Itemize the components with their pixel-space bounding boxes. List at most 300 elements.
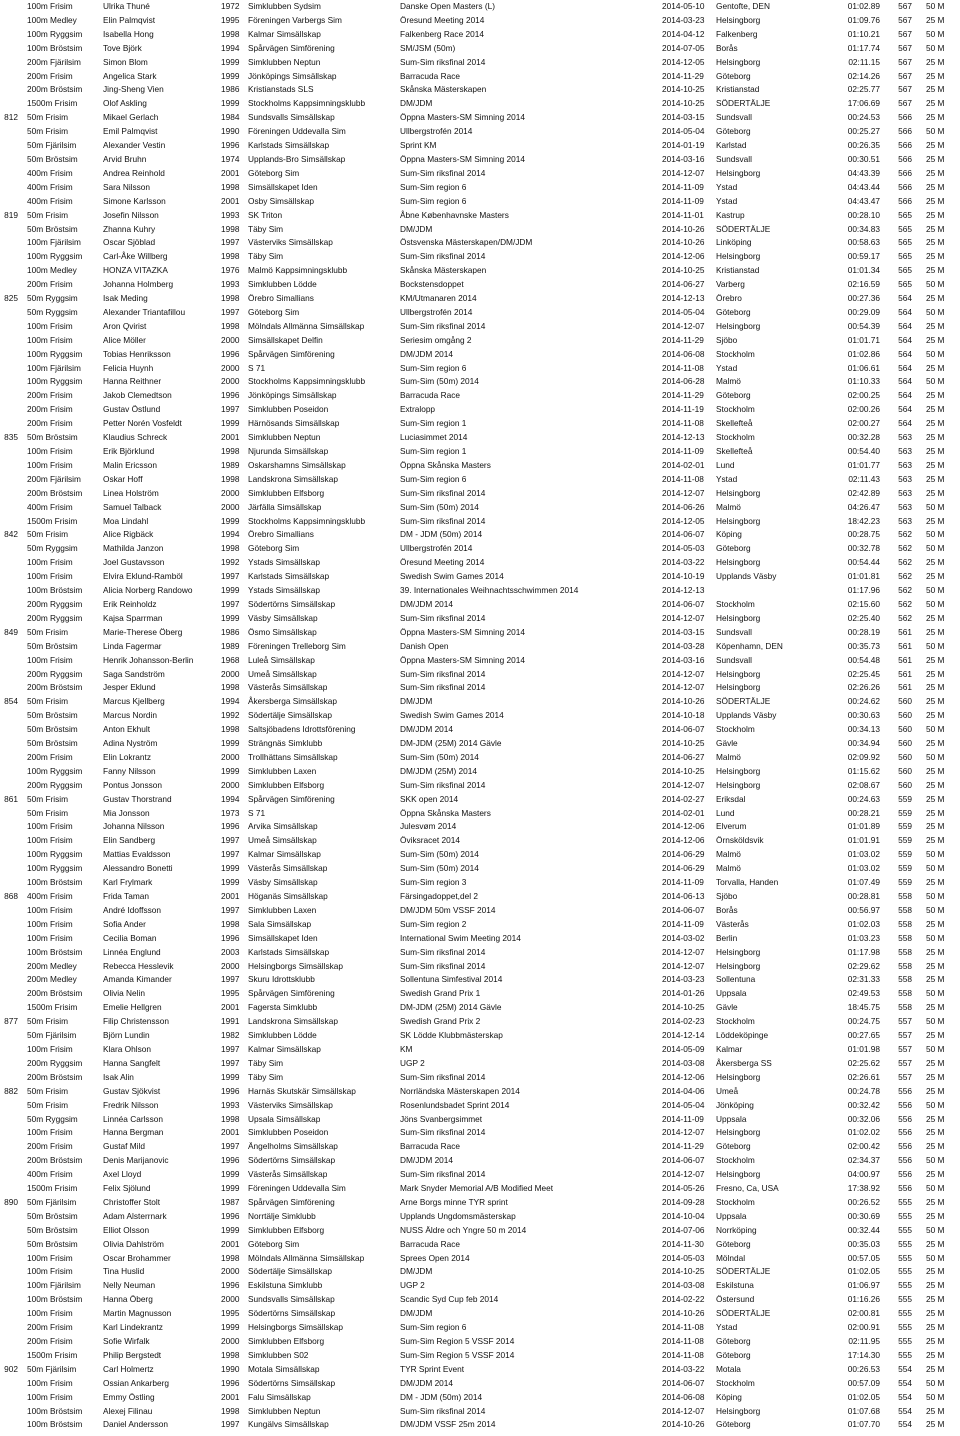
name-cell: Erik Reinholdz bbox=[103, 598, 157, 609]
year-cell: 1996 bbox=[221, 1377, 240, 1388]
table-row bbox=[0, 1224, 960, 1238]
meet-cell: Sprint KM bbox=[400, 140, 437, 151]
year-cell: 2001 bbox=[221, 1127, 240, 1138]
club-cell: Simklubben Poseidon bbox=[248, 404, 329, 415]
event-cell: 100m Ryggsim bbox=[27, 863, 83, 874]
meet-cell: Åbne Københavnske Masters bbox=[400, 209, 509, 220]
event-cell: 200m Ryggsim bbox=[27, 779, 83, 790]
name-cell: Malin Ericsson bbox=[103, 459, 157, 470]
year-cell: 2000 bbox=[221, 362, 240, 373]
event-cell: 200m Ryggsim bbox=[27, 598, 83, 609]
city-cell: Ystad bbox=[716, 181, 738, 192]
rank-cell: 861 bbox=[4, 793, 18, 804]
city-cell: Sundsvall bbox=[716, 153, 752, 164]
city-cell: Sjöbo bbox=[716, 891, 738, 901]
points-cell: 564 bbox=[898, 404, 912, 415]
name-cell: Rebecca Hesslevik bbox=[103, 960, 174, 971]
year-cell: 1997 bbox=[221, 571, 240, 582]
event-cell: 200m Frisim bbox=[27, 70, 73, 81]
city-cell: Gävle bbox=[716, 738, 738, 749]
time-cell: 00:29.09 bbox=[847, 306, 880, 317]
city-cell: Helsingborg bbox=[716, 612, 761, 623]
year-cell: 2001 bbox=[221, 167, 240, 178]
city-cell: Helsingborg bbox=[716, 779, 761, 790]
pool-cell: 25 M bbox=[926, 1238, 945, 1249]
year-cell: 1997 bbox=[221, 1043, 240, 1054]
club-cell: Täby Sim bbox=[248, 1071, 284, 1082]
club-cell: Upsala Simsällskap bbox=[248, 1113, 321, 1124]
time-cell: 18:42.23 bbox=[847, 515, 880, 526]
table-row bbox=[0, 709, 960, 723]
date-cell: 2014-02-01 bbox=[662, 807, 705, 818]
name-cell: Marie-Therese Öberg bbox=[103, 626, 183, 637]
name-cell: Emmy Östling bbox=[103, 1391, 155, 1402]
meet-cell: Sum-Sim riksfinal 2014 bbox=[400, 779, 486, 790]
meet-cell: Sum-Sim riksfinal 2014 bbox=[400, 612, 486, 623]
meet-cell: TYR Sprint Event bbox=[400, 1363, 465, 1374]
city-cell: SÖDERTÄLJE bbox=[716, 98, 771, 109]
meet-cell: Öppna Skånska Masters bbox=[400, 459, 491, 470]
club-cell: Umeå Simsällskap bbox=[248, 835, 317, 846]
meet-cell: Sum-Sim region 6 bbox=[400, 473, 467, 484]
name-cell: Oskar Hoff bbox=[103, 473, 143, 484]
year-cell: 1998 bbox=[221, 473, 240, 484]
table-row bbox=[0, 83, 960, 97]
club-cell: Kalmar Simsällskap bbox=[248, 849, 321, 860]
date-cell: 2014-11-09 bbox=[662, 446, 704, 456]
rank-cell: 819 bbox=[4, 209, 18, 220]
table-row bbox=[0, 14, 960, 28]
event-cell: 50m Bröstsim bbox=[27, 1224, 78, 1235]
points-cell: 562 bbox=[898, 598, 912, 609]
pool-cell: 50 M bbox=[926, 348, 945, 359]
meet-cell: Sum-Sim riksfinal 2014 bbox=[400, 1127, 486, 1138]
points-cell: 567 bbox=[898, 42, 912, 53]
table-row bbox=[0, 348, 960, 362]
time-cell: 00:24.62 bbox=[847, 696, 880, 707]
time-cell: 01:01.34 bbox=[847, 265, 880, 276]
table-row bbox=[0, 1182, 960, 1196]
points-cell: 557 bbox=[898, 1043, 912, 1054]
name-cell: Oscar Sjöblad bbox=[103, 237, 156, 248]
date-cell: 2014-02-27 bbox=[662, 793, 705, 804]
meet-cell: SKK open 2014 bbox=[400, 793, 459, 804]
date-cell: 2014-12-07 bbox=[662, 1169, 705, 1180]
date-cell: 2014-11-08 bbox=[662, 418, 704, 429]
name-cell: Björn Lundin bbox=[103, 1030, 150, 1041]
year-cell: 1998 bbox=[221, 251, 240, 262]
club-cell: Simklubben Elfsborg bbox=[248, 1336, 325, 1346]
city-cell: Malmö bbox=[716, 863, 741, 874]
event-cell: 1500m Frisim bbox=[27, 1183, 78, 1194]
name-cell: Amanda Kimander bbox=[103, 974, 172, 985]
club-cell: Spårvägen Simförening bbox=[248, 42, 335, 53]
date-cell: 2014-11-09 bbox=[662, 877, 704, 888]
event-cell: 200m Fjärilsim bbox=[27, 473, 81, 484]
pool-cell: 25 M bbox=[926, 571, 945, 582]
table-row bbox=[0, 1154, 960, 1168]
club-cell: Ösmo Simsällskap bbox=[248, 626, 317, 637]
event-cell: 400m Frisim bbox=[27, 181, 73, 192]
name-cell: Alice Möller bbox=[103, 334, 146, 345]
event-cell: 100m Ryggsim bbox=[27, 28, 83, 39]
year-cell: 1997 bbox=[221, 1057, 240, 1068]
name-cell: Gustav Östlund bbox=[103, 404, 161, 415]
time-cell: 02:49.53 bbox=[847, 988, 880, 999]
points-cell: 558 bbox=[898, 946, 912, 957]
club-cell: Simklubben Laxen bbox=[248, 904, 317, 915]
event-cell: 100m Frisim bbox=[27, 835, 73, 846]
table-row bbox=[0, 1126, 960, 1140]
year-cell: 1993 bbox=[221, 1099, 240, 1110]
name-cell: Olivia Dahlström bbox=[103, 1238, 164, 1249]
date-cell: 2014-06-07 bbox=[662, 1155, 705, 1166]
event-cell: 100m Bröstsim bbox=[27, 946, 83, 957]
city-cell: Uppsala bbox=[716, 988, 747, 999]
year-cell: 1987 bbox=[221, 1196, 240, 1207]
year-cell: 1998 bbox=[221, 223, 240, 234]
year-cell: 1998 bbox=[221, 724, 240, 735]
club-cell: Skuru Idrottsklubb bbox=[248, 974, 315, 985]
pool-cell: 25 M bbox=[926, 487, 945, 498]
points-cell: 555 bbox=[898, 1294, 912, 1305]
time-cell: 00:30.51 bbox=[847, 153, 880, 164]
table-row bbox=[0, 264, 960, 278]
pool-cell: 25 M bbox=[926, 1002, 945, 1013]
name-cell: Olof Askling bbox=[103, 98, 147, 109]
meet-cell: UGP 2 bbox=[400, 1280, 425, 1291]
table-row bbox=[0, 918, 960, 932]
name-cell: Johanna Holmberg bbox=[103, 279, 174, 290]
event-cell: 50m Fjärilsim bbox=[27, 1196, 77, 1207]
table-row bbox=[0, 556, 960, 570]
meet-cell: DM-JDM (25M) 2014 Gävle bbox=[400, 738, 502, 749]
date-cell: 2014-12-07 bbox=[662, 320, 705, 331]
pool-cell: 25 M bbox=[926, 390, 945, 401]
city-cell: Örnsköldsvik bbox=[716, 835, 764, 846]
city-cell: Köpenhamn, DEN bbox=[716, 640, 783, 651]
date-cell: 2014-12-07 bbox=[662, 1127, 705, 1138]
pool-cell: 25 M bbox=[926, 1419, 945, 1430]
date-cell: 2014-11-30 bbox=[662, 1238, 704, 1249]
city-cell: Göteborg bbox=[716, 126, 751, 137]
year-cell: 1996 bbox=[221, 140, 240, 151]
table-row bbox=[0, 751, 960, 765]
points-cell: 560 bbox=[898, 710, 912, 721]
event-cell: 100m Bröstsim bbox=[27, 1419, 83, 1430]
time-cell: 00:28.21 bbox=[847, 807, 880, 818]
pool-cell: 50 M bbox=[926, 42, 945, 53]
points-cell: 566 bbox=[898, 195, 912, 206]
points-cell: 562 bbox=[898, 543, 912, 554]
year-cell: 1986 bbox=[221, 84, 240, 95]
date-cell: 2014-03-22 bbox=[662, 557, 705, 568]
club-cell: Umeå Simsällskap bbox=[248, 668, 317, 679]
name-cell: Simon Blom bbox=[103, 56, 148, 67]
pool-cell: 25 M bbox=[926, 738, 945, 749]
year-cell: 1998 bbox=[221, 320, 240, 331]
meet-cell: DM/JDM bbox=[400, 98, 433, 109]
club-cell: Jönköpings Simsällskap bbox=[248, 70, 337, 81]
time-cell: 00:34.83 bbox=[847, 223, 880, 234]
event-cell: 200m Bröstsim bbox=[27, 682, 83, 693]
club-cell: Täby Sim bbox=[248, 1057, 284, 1068]
city-cell: Kalmar bbox=[716, 1043, 743, 1054]
meet-cell: Mark Snyder Memorial A/B Modified Meet bbox=[400, 1183, 554, 1194]
date-cell: 2014-05-26 bbox=[662, 1183, 705, 1194]
event-cell: 50m Fjärilsim bbox=[27, 1030, 77, 1041]
meet-cell: Sum-Sim (50m) 2014 bbox=[400, 751, 479, 762]
pool-cell: 25 M bbox=[926, 112, 945, 123]
name-cell: Nelly Neuman bbox=[103, 1280, 156, 1291]
name-cell: Fredrik Nilsson bbox=[103, 1099, 159, 1110]
club-cell: Mölndals Allmänna Simsällskap bbox=[248, 1252, 365, 1263]
event-cell: 50m Frisim bbox=[27, 1085, 69, 1096]
city-cell: Uppsala bbox=[716, 1210, 747, 1221]
pool-cell: 50 M bbox=[926, 932, 945, 943]
club-cell: Simsällskapet Iden bbox=[248, 181, 318, 192]
club-cell: Karlstads Simsällskap bbox=[248, 946, 330, 957]
club-cell: Eskilstuna Simklubb bbox=[248, 1280, 323, 1291]
time-cell: 00:57.05 bbox=[847, 1252, 880, 1263]
date-cell: 2014-12-05 bbox=[662, 56, 705, 67]
table-row bbox=[0, 890, 960, 904]
time-cell: 02:26.61 bbox=[847, 1071, 880, 1082]
rank-cell: 854 bbox=[4, 696, 18, 707]
time-cell: 00:26.35 bbox=[847, 140, 880, 151]
club-cell: Örebro Simallians bbox=[248, 293, 314, 304]
table-row bbox=[0, 320, 960, 334]
time-cell: 01:02.05 bbox=[847, 1266, 880, 1277]
event-cell: 200m Ryggsim bbox=[27, 612, 83, 623]
pool-cell: 50 M bbox=[926, 543, 945, 554]
event-cell: 50m Frisim bbox=[27, 626, 69, 637]
name-cell: Arvid Bruhn bbox=[103, 153, 147, 164]
meet-cell: Danske Open Masters (L) bbox=[400, 1, 495, 11]
table-row bbox=[0, 417, 960, 431]
event-cell: 100m Frisim bbox=[27, 334, 73, 345]
club-cell: Kungälvs Simsällskap bbox=[248, 1419, 329, 1430]
pool-cell: 25 M bbox=[926, 974, 945, 985]
date-cell: 2014-12-07 bbox=[662, 779, 705, 790]
time-cell: 01:10.21 bbox=[847, 28, 880, 39]
time-cell: 17:06.69 bbox=[847, 98, 880, 109]
points-cell: 554 bbox=[898, 1363, 912, 1374]
date-cell: 2014-12-07 bbox=[662, 668, 705, 679]
points-cell: 557 bbox=[898, 1057, 912, 1068]
city-cell: Sundsvall bbox=[716, 654, 752, 665]
name-cell: Hanna Bergman bbox=[103, 1127, 164, 1138]
name-cell: Cecilia Boman bbox=[103, 932, 157, 943]
city-cell: Skellefteå bbox=[716, 418, 753, 429]
points-cell: 560 bbox=[898, 724, 912, 735]
date-cell: 2014-12-07 bbox=[662, 167, 705, 178]
points-cell: 559 bbox=[898, 877, 912, 888]
points-cell: 558 bbox=[898, 904, 912, 915]
table-row bbox=[0, 876, 960, 890]
time-cell: 00:57.09 bbox=[847, 1377, 880, 1388]
year-cell: 1994 bbox=[221, 793, 240, 804]
name-cell: Mathilda Janzon bbox=[103, 543, 164, 554]
year-cell: 1996 bbox=[221, 932, 240, 943]
points-cell: 556 bbox=[898, 1085, 912, 1096]
meet-cell: Sum-Sim region 6 bbox=[400, 362, 467, 373]
rank-cell: 877 bbox=[4, 1016, 18, 1027]
table-row bbox=[0, 515, 960, 529]
club-cell: Harnäs Skutskär Simsällskap bbox=[248, 1085, 356, 1096]
event-cell: 100m Ryggsim bbox=[27, 348, 83, 359]
table-row bbox=[0, 640, 960, 654]
event-cell: 400m Frisim bbox=[27, 195, 73, 206]
points-cell: 564 bbox=[898, 418, 912, 429]
pool-cell: 25 M bbox=[926, 1141, 945, 1152]
event-cell: 200m Medley bbox=[27, 974, 77, 985]
table-row bbox=[0, 1168, 960, 1182]
pool-cell: 25 M bbox=[926, 181, 945, 192]
meet-cell: Sum-Sim riksfinal 2014 bbox=[400, 320, 486, 331]
event-cell: 100m Frisim bbox=[27, 1308, 73, 1319]
table-row bbox=[0, 1335, 960, 1349]
year-cell: 1995 bbox=[221, 14, 240, 25]
meet-cell: DM/JDM bbox=[400, 223, 433, 234]
name-cell: Josefin Nilsson bbox=[103, 209, 159, 220]
year-cell: 2001 bbox=[221, 432, 240, 443]
date-cell: 2014-06-08 bbox=[662, 348, 705, 359]
points-cell: 556 bbox=[898, 1099, 912, 1110]
name-cell: Mattias Evaldsson bbox=[103, 849, 171, 860]
city-cell: Kristianstad bbox=[716, 265, 760, 276]
meet-cell: Sprees Open 2014 bbox=[400, 1252, 470, 1263]
table-row bbox=[0, 626, 960, 640]
meet-cell: Extralopp bbox=[400, 404, 436, 415]
name-cell: Alexander Triantafillou bbox=[103, 306, 186, 317]
event-cell: 200m Fjärilsim bbox=[27, 56, 81, 67]
event-cell: 50m Bröstsim bbox=[27, 640, 78, 651]
year-cell: 1997 bbox=[221, 1419, 240, 1430]
pool-cell: 25 M bbox=[926, 334, 945, 345]
year-cell: 1999 bbox=[221, 585, 240, 596]
club-cell: Karlstads Simsällskap bbox=[248, 140, 330, 151]
city-cell: Borås bbox=[716, 42, 738, 53]
meet-cell: DM/JDM bbox=[400, 1308, 433, 1319]
meet-cell: NUSS Äldre och Yngre 50 m 2014 bbox=[400, 1224, 527, 1235]
name-cell: Karl Frylmark bbox=[103, 877, 153, 888]
date-cell: 2014-06-07 bbox=[662, 529, 705, 540]
meet-cell: Skånska Mästerskapen bbox=[400, 84, 487, 95]
name-cell: Isak Meding bbox=[103, 293, 148, 304]
table-row bbox=[0, 668, 960, 682]
year-cell: 1997 bbox=[221, 849, 240, 860]
time-cell: 01:01.89 bbox=[847, 821, 880, 832]
name-cell: Henrik Johansson-Berlin bbox=[103, 654, 194, 665]
year-cell: 2000 bbox=[221, 1336, 240, 1346]
year-cell: 1999 bbox=[221, 418, 240, 429]
time-cell: 02:00.26 bbox=[847, 404, 880, 415]
year-cell: 1974 bbox=[221, 153, 240, 164]
points-cell: 555 bbox=[898, 1322, 912, 1333]
table-row bbox=[0, 70, 960, 84]
points-cell: 563 bbox=[898, 459, 912, 470]
date-cell: 2014-03-16 bbox=[662, 654, 705, 665]
date-cell: 2014-06-28 bbox=[662, 376, 705, 387]
event-cell: 100m Ryggsim bbox=[27, 765, 83, 776]
points-cell: 555 bbox=[898, 1280, 912, 1291]
table-row bbox=[0, 56, 960, 70]
date-cell: 2014-11-19 bbox=[662, 404, 704, 415]
name-cell: Jakob Clemedtson bbox=[103, 390, 172, 401]
meet-cell: Sum-Sim region 2 bbox=[400, 918, 467, 929]
city-cell: Umeå bbox=[716, 1085, 739, 1096]
event-cell: 100m Frisim bbox=[27, 821, 73, 832]
time-cell: 17:14.30 bbox=[847, 1349, 880, 1360]
city-cell: Helsingborg bbox=[716, 960, 761, 971]
time-cell: 02:00.42 bbox=[847, 1141, 880, 1152]
date-cell: 2014-05-04 bbox=[662, 1099, 705, 1110]
city-cell: Skellefteå bbox=[716, 446, 753, 456]
rank-cell: 849 bbox=[4, 626, 18, 637]
pool-cell: 25 M bbox=[926, 821, 945, 832]
table-row bbox=[0, 1279, 960, 1293]
meet-cell: Öppna Skånska Masters bbox=[400, 807, 491, 818]
event-cell: 50m Fjärilsim bbox=[27, 1363, 77, 1374]
city-cell: Helsingborg bbox=[716, 14, 761, 25]
name-cell: Marcus Kjellberg bbox=[103, 696, 165, 707]
city-cell: Malmö bbox=[716, 849, 741, 860]
event-cell: 200m Ryggsim bbox=[27, 1057, 83, 1068]
event-cell: 50m Bröstsim bbox=[27, 432, 78, 443]
meet-cell: Sum-Sim riksfinal 2014 bbox=[400, 1405, 486, 1416]
table-row bbox=[0, 375, 960, 389]
city-cell: Löddeköpinge bbox=[716, 1030, 769, 1041]
table-row bbox=[0, 1113, 960, 1127]
club-cell: Södertörns Simsällskap bbox=[248, 1308, 336, 1319]
name-cell: Elin Lokrantz bbox=[103, 751, 151, 762]
meet-cell: Sum-Sim (50m) 2014 bbox=[400, 863, 479, 874]
meet-cell: DM/JDM 50m VSSF 2014 bbox=[400, 904, 496, 915]
date-cell: 2014-03-02 bbox=[662, 932, 705, 943]
event-cell: 100m Ryggsim bbox=[27, 376, 83, 387]
pool-cell: 50 M bbox=[926, 1252, 945, 1263]
name-cell: Angelica Stark bbox=[103, 70, 157, 81]
rank-cell: 825 bbox=[4, 293, 18, 304]
meet-cell: Danish Open bbox=[400, 640, 449, 651]
meet-cell: Sum-Sim riksfinal 2014 bbox=[400, 56, 486, 67]
date-cell: 2014-12-07 bbox=[662, 960, 705, 971]
event-cell: 100m Frisim bbox=[27, 1043, 73, 1054]
points-cell: 558 bbox=[898, 891, 912, 901]
year-cell: 1998 bbox=[221, 1405, 240, 1416]
date-cell: 2014-11-01 bbox=[662, 209, 704, 220]
meet-cell: Swedish Swim Games 2014 bbox=[400, 710, 504, 721]
time-cell: 01:01.91 bbox=[847, 835, 880, 846]
club-cell: Södertörns Simsällskap bbox=[248, 598, 336, 609]
event-cell: 200m Bröstsim bbox=[27, 1071, 83, 1082]
meet-cell: Sum-Sim region 6 bbox=[400, 181, 467, 192]
pool-cell: 50 M bbox=[926, 904, 945, 915]
table-row bbox=[0, 973, 960, 987]
event-cell: 1500m Frisim bbox=[27, 1349, 78, 1360]
event-cell: 100m Frisim bbox=[27, 459, 73, 470]
club-cell: Simklubben Neptun bbox=[248, 432, 321, 443]
time-cell: 02:11.43 bbox=[848, 473, 880, 484]
club-cell: Ystads Simsällskap bbox=[248, 557, 320, 568]
year-cell: 2000 bbox=[221, 751, 240, 762]
event-cell: 100m Frisim bbox=[27, 1252, 73, 1263]
club-cell: Simklubben Lödde bbox=[248, 1030, 317, 1041]
event-cell: 200m Frisim bbox=[27, 390, 73, 401]
pool-cell: 50 M bbox=[926, 28, 945, 39]
table-row bbox=[0, 904, 960, 918]
